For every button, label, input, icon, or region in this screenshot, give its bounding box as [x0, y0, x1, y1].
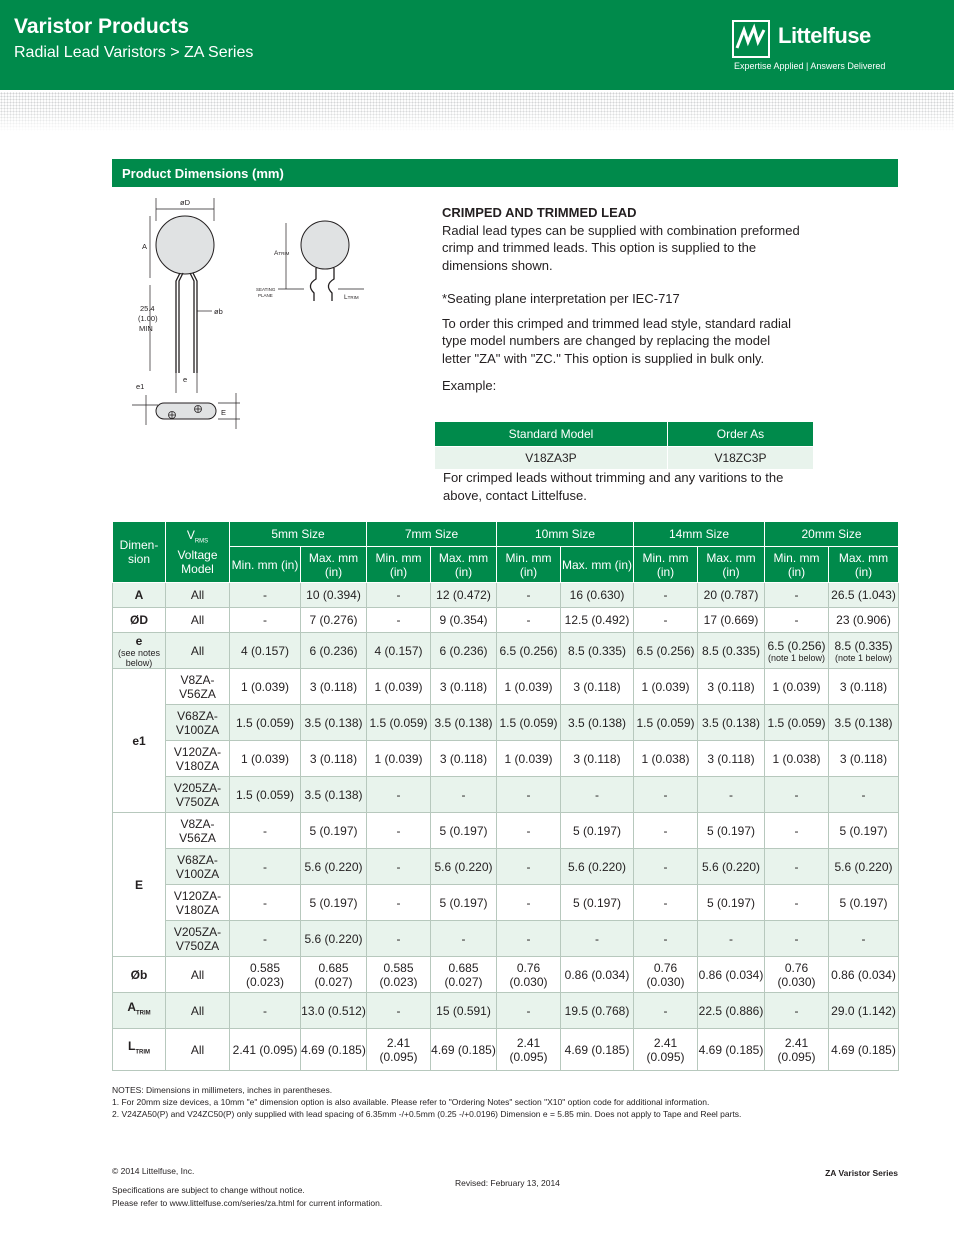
value-cell: - — [230, 813, 301, 849]
dimension-label: $A_{TRIM}$ — [113, 993, 166, 1029]
footer-revised: Revised: February 13, 2014 — [455, 1178, 560, 1188]
value-cell: 1 (0.039) — [230, 741, 301, 777]
value-cell: - — [634, 608, 698, 633]
value-cell: - — [634, 885, 698, 921]
crimped-heading: CRIMPED AND TRIMMED LEAD — [442, 205, 637, 220]
crimped-para3: To order this crimped and trimmed lead style, standard radial type model numbers are changed by replacing the model letter "ZA" with "ZC." This option is supplied in bulk only. — [442, 315, 791, 366]
voltage-model-cell: V68ZA- V100ZA — [166, 705, 230, 741]
label-ob: øb — [214, 307, 223, 316]
header-min: Min. mm (in) — [367, 547, 431, 583]
value-cell: 2.41 (0.095) — [634, 1029, 698, 1071]
header-min: Min. mm (in) — [497, 547, 561, 583]
notes — [112, 1084, 902, 1120]
value-cell: 1.5 (0.059) — [634, 705, 698, 741]
example-label: Example: — [442, 378, 497, 393]
value-cell: 4.69 (0.185) — [698, 1029, 765, 1071]
value-cell: 6.5 (0.256) — [497, 633, 561, 669]
logo-tagline: Expertise Applied | Answers Delivered — [734, 61, 886, 71]
value-cell: - — [698, 777, 765, 813]
value-cell: 0.76 (0.030) — [634, 957, 698, 993]
value-cell: - — [497, 921, 561, 957]
value-cell: 3 (0.118) — [301, 741, 367, 777]
value-cell: 4.69 (0.185) — [431, 1029, 497, 1071]
value-cell: 1.5 (0.059) — [230, 777, 301, 813]
value-cell: - — [561, 777, 634, 813]
label-seating: SEATING — [256, 287, 276, 292]
table-row — [113, 777, 899, 813]
value-cell: 4 (0.157) — [230, 633, 301, 669]
voltage-model-cell: V8ZA- V56ZA — [166, 669, 230, 705]
table-row — [113, 741, 899, 777]
dimension-label: e (see notes below) — [113, 633, 166, 669]
note-2: 2. V24ZA50(P) and V24ZC50(P) only supplied with lead spacing of 6.35mm -/+0.5mm (0.25 -/+0.0196) Dimension e = 5.85 min. Does not apply to Tape and Reel parts. — [112, 1109, 742, 1119]
littelfuse-logo — [732, 20, 902, 76]
value-cell: 3 (0.118) — [561, 741, 634, 777]
value-cell: 5 (0.197) — [431, 885, 497, 921]
table-row — [113, 993, 899, 1029]
value-cell: 3.5 (0.138) — [561, 705, 634, 741]
crimped-contact-note: For crimped leads without trimming and any varitions to the above, contact Littelfuse. — [443, 470, 784, 503]
value-cell: 3.5 (0.138) — [301, 777, 367, 813]
voltage-model-cell: V205ZA- V750ZA — [166, 777, 230, 813]
header-size-14mm: 14mm Size — [634, 522, 765, 547]
header-min: Min. mm (in) — [634, 547, 698, 583]
value-cell: - — [765, 885, 829, 921]
value-cell: 5 (0.197) — [561, 813, 634, 849]
voltage-model-cell: All — [166, 957, 230, 993]
value-cell: 3.5 (0.138) — [301, 705, 367, 741]
value-cell: 5 (0.197) — [829, 813, 899, 849]
note-0: NOTES: Dimensions in millimeters, inches in parentheses. — [112, 1085, 333, 1095]
value-cell: - — [431, 921, 497, 957]
value-cell: 9 (0.354) — [431, 608, 497, 633]
label-lead-length-in: (1.00) — [138, 314, 158, 323]
value-cell: 1.5 (0.059) — [765, 705, 829, 741]
value-cell: 1 (0.038) — [634, 741, 698, 777]
value-cell: 3 (0.118) — [431, 669, 497, 705]
value-cell: 17 (0.669) — [698, 608, 765, 633]
value-cell: 19.5 (0.768) — [561, 993, 634, 1029]
value-cell: - — [634, 921, 698, 957]
value-cell: 26.5 (1.043) — [829, 583, 899, 608]
value-cell: 0.585 (0.023) — [230, 957, 301, 993]
value-cell: 7 (0.276) — [301, 608, 367, 633]
dimension-label: e1 — [113, 669, 166, 813]
value-cell: - — [497, 583, 561, 608]
value-cell: 0.685 (0.027) — [431, 957, 497, 993]
example-order-as: V18ZC3P — [667, 447, 813, 470]
value-cell: - — [634, 813, 698, 849]
value-cell: 1 (0.039) — [634, 669, 698, 705]
value-cell: 1 (0.039) — [367, 669, 431, 705]
voltage-model-cell: V205ZA- V750ZA — [166, 921, 230, 957]
table-row — [113, 957, 899, 993]
value-cell: 20 (0.787) — [698, 583, 765, 608]
voltage-model-cell: All — [166, 1029, 230, 1071]
value-cell: - — [497, 813, 561, 849]
value-cell: 6 (0.236) — [301, 633, 367, 669]
value-cell: - — [497, 608, 561, 633]
label-plane: PLANE — [258, 293, 273, 298]
footer-spec: Specifications are subject to change without notice. — [112, 1185, 305, 1195]
label-E: E — [221, 408, 227, 417]
value-cell: 2.41 (0.095) — [497, 1029, 561, 1071]
page-header — [0, 0, 954, 90]
value-cell: 1 (0.039) — [230, 669, 301, 705]
header-dimension: Dimen- sion — [113, 522, 166, 583]
label-ltrim: LTRIM — [344, 294, 359, 301]
header-vrms: $V_{RMS}$ Voltage Model — [166, 522, 230, 583]
voltage-model-cell: V8ZA- V56ZA — [166, 813, 230, 849]
voltage-model-cell: V120ZA- V180ZA — [166, 741, 230, 777]
value-cell: 8.5 (0.335) — [698, 633, 765, 669]
value-cell: 29.0 (1.142) — [829, 993, 899, 1029]
value-cell: - — [765, 921, 829, 957]
value-cell: - — [230, 885, 301, 921]
value-cell: - — [367, 583, 431, 608]
value-cell: - — [634, 849, 698, 885]
header-max: Max. mm (in) — [301, 547, 367, 583]
value-cell: 5.6 (0.220) — [561, 849, 634, 885]
table-row — [113, 885, 899, 921]
value-cell: 16 (0.630) — [561, 583, 634, 608]
value-cell: 1.5 (0.059) — [230, 705, 301, 741]
value-cell: 5.6 (0.220) — [829, 849, 899, 885]
value-cell: 5 (0.197) — [431, 813, 497, 849]
value-cell: 5 (0.197) — [301, 885, 367, 921]
value-cell: 0.76 (0.030) — [497, 957, 561, 993]
header-min: Min. mm (in) — [765, 547, 829, 583]
value-cell: - — [765, 993, 829, 1029]
table-row — [113, 849, 899, 885]
value-cell: 8.5 (0.335) (note 1 below) — [829, 633, 899, 669]
value-cell: 5.6 (0.220) — [301, 849, 367, 885]
section-title: Product Dimensions (mm) — [122, 166, 284, 181]
value-cell: 3 (0.118) — [829, 741, 899, 777]
value-cell: 10 (0.394) — [301, 583, 367, 608]
page-title: Varistor Products — [14, 15, 190, 38]
value-cell: - — [230, 608, 301, 633]
header-min: Min. mm (in) — [230, 547, 301, 583]
value-cell: - — [698, 921, 765, 957]
label-e: e — [183, 375, 188, 384]
value-cell: 3 (0.118) — [431, 741, 497, 777]
table-row — [113, 633, 899, 669]
section-bar — [112, 159, 898, 187]
label-min: MIN — [139, 324, 153, 333]
varistor-dimension-drawing — [128, 193, 388, 438]
value-cell: 3 (0.118) — [561, 669, 634, 705]
value-cell: - — [367, 885, 431, 921]
value-cell: - — [230, 583, 301, 608]
header-size-10mm: 10mm Size — [497, 522, 634, 547]
value-cell: 1 (0.038) — [765, 741, 829, 777]
value-cell: 4.69 (0.185) — [301, 1029, 367, 1071]
crimped-para1: Radial lead types can be supplied with combination preformed crimp and trimmed leads. This option is supplied to the dimensions shown. — [442, 222, 800, 273]
value-cell: 5 (0.197) — [561, 885, 634, 921]
value-cell: 0.86 (0.034) — [561, 957, 634, 993]
value-cell: 4 (0.157) — [367, 633, 431, 669]
value-cell: - — [634, 583, 698, 608]
dimension-label: A — [113, 583, 166, 608]
value-cell: - — [367, 813, 431, 849]
example-table — [434, 421, 814, 470]
value-cell: - — [497, 993, 561, 1029]
value-cell: - — [230, 993, 301, 1029]
label-atrim: ATRIM — [274, 250, 290, 257]
value-cell: 22.5 (0.886) — [698, 993, 765, 1029]
label-lead-length: 25.4 — [140, 304, 155, 313]
header-max: Max. mm (in) — [431, 547, 497, 583]
value-cell: - — [367, 608, 431, 633]
header-max: Max. mm (in) — [829, 547, 899, 583]
label-a: A — [142, 242, 148, 251]
value-cell: - — [230, 921, 301, 957]
value-cell: 3 (0.118) — [301, 669, 367, 705]
value-cell: 5.6 (0.220) — [698, 849, 765, 885]
value-cell: 0.86 (0.034) — [698, 957, 765, 993]
value-cell: - — [497, 885, 561, 921]
value-cell: - — [765, 849, 829, 885]
table-row — [113, 921, 899, 957]
value-cell: 5 (0.197) — [698, 813, 765, 849]
value-cell: - — [829, 921, 899, 957]
table-row — [113, 583, 899, 608]
header-max: Max. mm (in) — [698, 547, 765, 583]
label-od: øD — [180, 198, 190, 207]
page-subtitle: Radial Lead Varistors > ZA Series — [14, 44, 254, 61]
dimension-label: Øb — [113, 957, 166, 993]
value-cell: - — [497, 849, 561, 885]
header-size-5mm: 5mm Size — [230, 522, 367, 547]
header-size-7mm: 7mm Size — [367, 522, 497, 547]
example-header-order: Order As — [667, 422, 813, 447]
value-cell: 5 (0.197) — [301, 813, 367, 849]
table-row — [113, 669, 899, 705]
label-e1: e1 — [136, 382, 145, 391]
voltage-model-cell: All — [166, 608, 230, 633]
value-cell: 0.76 (0.030) — [765, 957, 829, 993]
voltage-model-cell: All — [166, 583, 230, 608]
table-row — [113, 705, 899, 741]
value-cell: - — [634, 777, 698, 813]
crimped-lead-info — [442, 204, 802, 395]
table-row — [113, 608, 899, 633]
value-cell: - — [765, 608, 829, 633]
value-cell: 1.5 (0.059) — [367, 705, 431, 741]
value-cell: 5.6 (0.220) — [301, 921, 367, 957]
header-max: Max. mm (in) — [561, 547, 634, 583]
value-cell: 0.86 (0.034) — [829, 957, 899, 993]
value-cell: 3.5 (0.138) — [698, 705, 765, 741]
value-cell: 3 (0.118) — [829, 669, 899, 705]
voltage-model-cell: All — [166, 633, 230, 669]
voltage-model-cell: V68ZA- V100ZA — [166, 849, 230, 885]
value-cell: - — [561, 921, 634, 957]
voltage-model-cell: All — [166, 993, 230, 1029]
value-cell: 5.6 (0.220) — [431, 849, 497, 885]
logo-wordmark: Littelfuse — [778, 23, 871, 48]
value-cell: - — [367, 777, 431, 813]
value-cell: - — [829, 777, 899, 813]
value-cell: 8.5 (0.335) — [561, 633, 634, 669]
footer-series: ZA Varistor Series — [825, 1168, 898, 1178]
value-cell: - — [367, 993, 431, 1029]
value-cell: 2.41 (0.095) — [367, 1029, 431, 1071]
value-cell: - — [431, 777, 497, 813]
value-cell: 1 (0.039) — [367, 741, 431, 777]
footer-refer[interactable]: Please refer to www.littelfuse.com/series/za.html for current information. — [112, 1198, 383, 1208]
value-cell: 6 (0.236) — [431, 633, 497, 669]
value-cell: - — [765, 583, 829, 608]
value-cell: 5 (0.197) — [698, 885, 765, 921]
value-cell: 12.5 (0.492) — [561, 608, 634, 633]
value-cell: 3.5 (0.138) — [829, 705, 899, 741]
value-cell: 1 (0.039) — [765, 669, 829, 705]
value-cell: - — [765, 813, 829, 849]
dimension-label: ØD — [113, 608, 166, 633]
value-cell: - — [765, 777, 829, 813]
value-cell: - — [367, 849, 431, 885]
value-cell: 2.41 (0.095) — [765, 1029, 829, 1071]
example-header-standard: Standard Model — [435, 422, 668, 447]
value-cell: - — [634, 993, 698, 1029]
header-size-20mm: 20mm Size — [765, 522, 899, 547]
value-cell: 12 (0.472) — [431, 583, 497, 608]
footer-copyright: © 2014 Littelfuse, Inc. — [112, 1166, 195, 1176]
value-cell: 13.0 (0.512) — [301, 993, 367, 1029]
value-cell: 3 (0.118) — [698, 669, 765, 705]
table-row — [113, 1029, 899, 1071]
dimension-label: E — [113, 813, 166, 957]
value-cell: 5 (0.197) — [829, 885, 899, 921]
value-cell: 1 (0.039) — [497, 741, 561, 777]
value-cell: - — [367, 921, 431, 957]
note-1: 1. For 20mm size devices, a 10mm "e" dimension option is also available. Please refer to "Ordering Notes" section "X10" option code for additional information. — [112, 1097, 710, 1107]
crimped-para2: *Seating plane interpretation per IEC-717 — [442, 291, 680, 306]
voltage-model-cell: V120ZA- V180ZA — [166, 885, 230, 921]
value-cell: - — [497, 777, 561, 813]
footer-left — [112, 1165, 382, 1210]
dimension-label: $L_{TRIM}$ — [113, 1029, 166, 1071]
value-cell: 0.685 (0.027) — [301, 957, 367, 993]
littelfuse-logo-icon — [732, 20, 772, 58]
table-row — [113, 813, 899, 849]
value-cell: 2.41 (0.095) — [230, 1029, 301, 1071]
value-cell: 1 (0.039) — [497, 669, 561, 705]
dimensions-table — [112, 521, 899, 1071]
value-cell: 0.585 (0.023) — [367, 957, 431, 993]
value-cell: 6.5 (0.256) (note 1 below) — [765, 633, 829, 669]
value-cell: 4.69 (0.185) — [561, 1029, 634, 1071]
value-cell: 15 (0.591) — [431, 993, 497, 1029]
example-standard-model: V18ZA3P — [435, 447, 668, 470]
value-cell: 6.5 (0.256) — [634, 633, 698, 669]
value-cell: 3 (0.118) — [698, 741, 765, 777]
value-cell: 1.5 (0.059) — [497, 705, 561, 741]
value-cell: 4.69 (0.185) — [829, 1029, 899, 1071]
value-cell: 23 (0.906) — [829, 608, 899, 633]
value-cell: - — [230, 849, 301, 885]
value-cell: 3.5 (0.138) — [431, 705, 497, 741]
